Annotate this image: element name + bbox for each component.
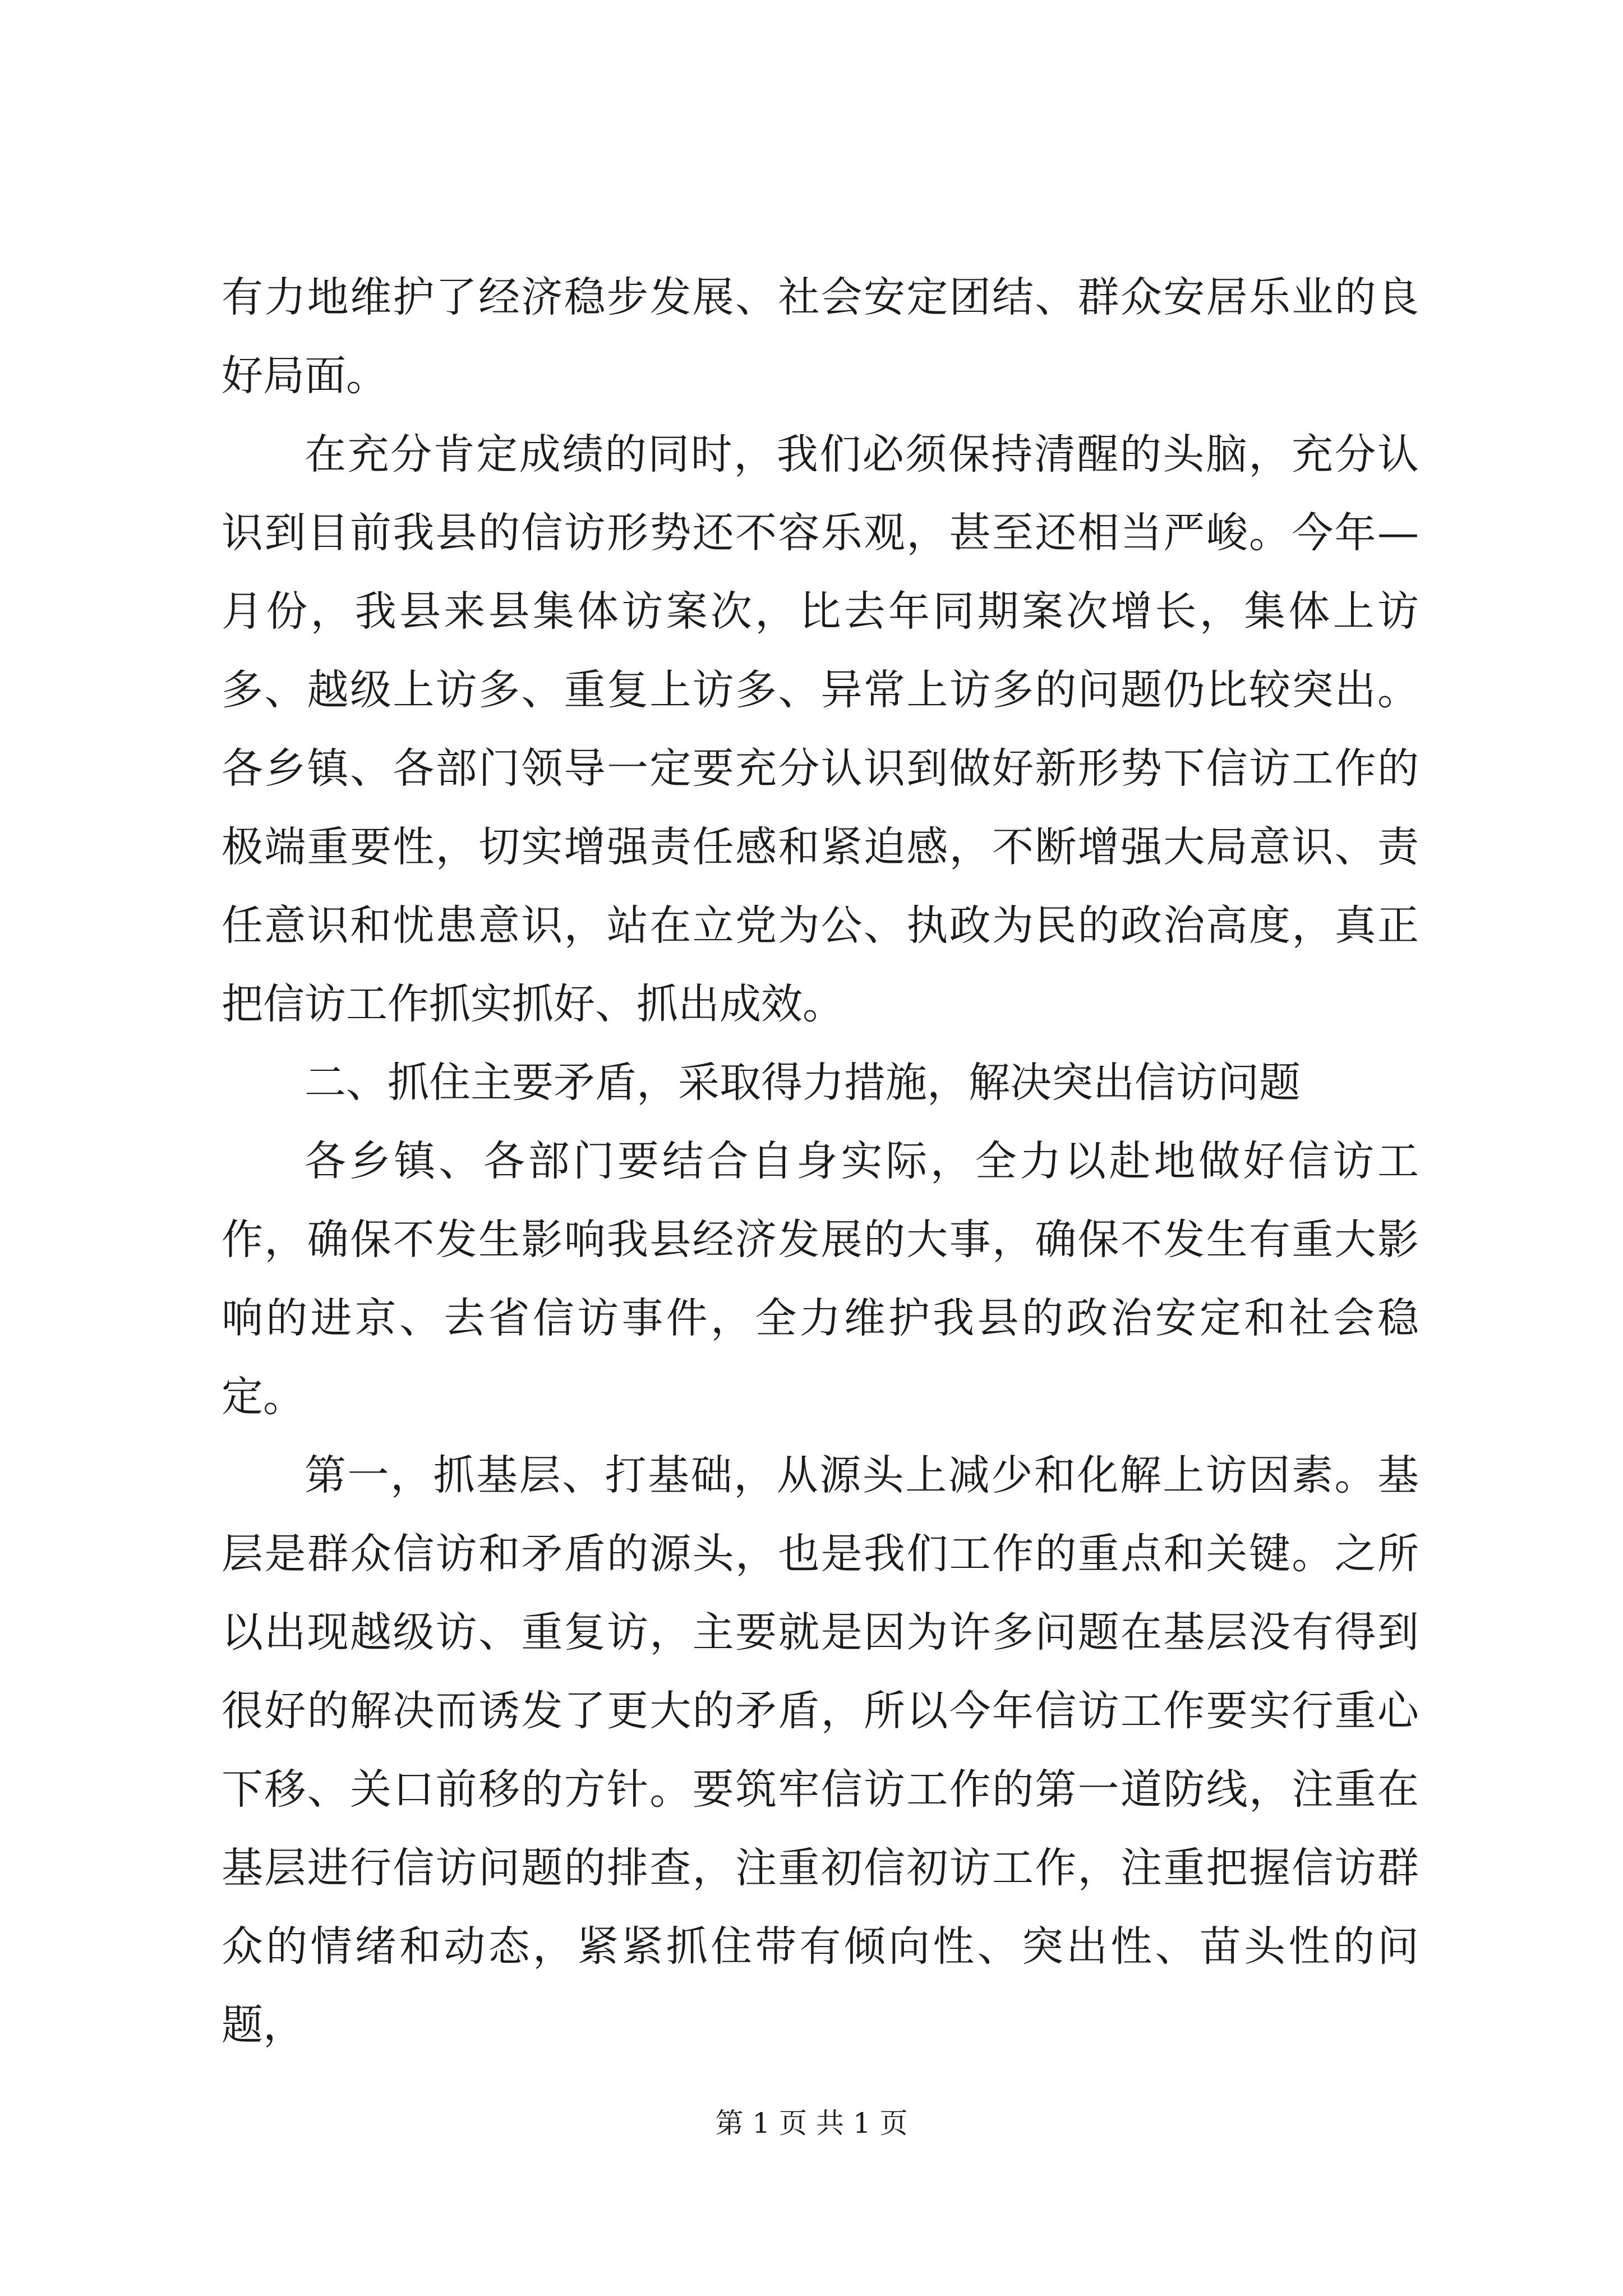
page-footer: 第 1 页 共 1 页 <box>715 2107 908 2139</box>
document-body <box>222 258 1419 2064</box>
paragraph-overall-requirement: 各乡镇、各部门要结合自身实际，全力以赴地做好信访工作，确保不发生影响我县经济发展的大事，确保不发生有重大影响的进京、去省信访事件，全力维护我县的政治安定和社会稳定。 <box>222 1137 1419 1421</box>
paragraph-continuation: 有力地维护了经济稳步发展、社会安定团结、群众安居乐业的良好局面。 <box>222 273 1419 400</box>
paragraph-situation-assessment: 在充分肯定成绩的同时，我们必须保持清醒的头脑，充分认识到目前我县的信访形势还不容乐观，甚至还相当严峻。今年—月份，我县来县集体访案次，比去年同期案次增长，集体上访多、越级上访多、重复上访多、异常上访多的问题仍比较突出。各乡镇、各部门领导一定要充分认识到做好新形势下信访工作的极端重要性，切实增强责任感和紧迫感，不断增强大局意识、责任意识和忧患意识，站在立党为公、执政为民的政治高度，真正把信访工作抓实抓好、抓出成效。 <box>222 430 1419 1028</box>
section-heading: 二、抓住主要矛盾，采取得力措施，解决突出信访问题 <box>305 1059 1301 1107</box>
paragraph-first-measure: 第一，抓基层、打基础，从源头上减少和化解上访因素。基层是群众信访和矛盾的源头，也是我们工作的重点和关键。之所以出现越级访、重复访，主要就是因为许多问题在基层没有得到很好的解决而诱发了更大的矛盾，所以今年信访工作要实行重心下移、关口前移的方针。要筑牢信访工作的第一道防线，注重在基层进行信访问题的排查，注重初信初访工作，注重把握信访群众的情绪和动态，紧紧抓住带有倾向性、突出性、苗头性的问题， <box>222 1451 1419 2049</box>
